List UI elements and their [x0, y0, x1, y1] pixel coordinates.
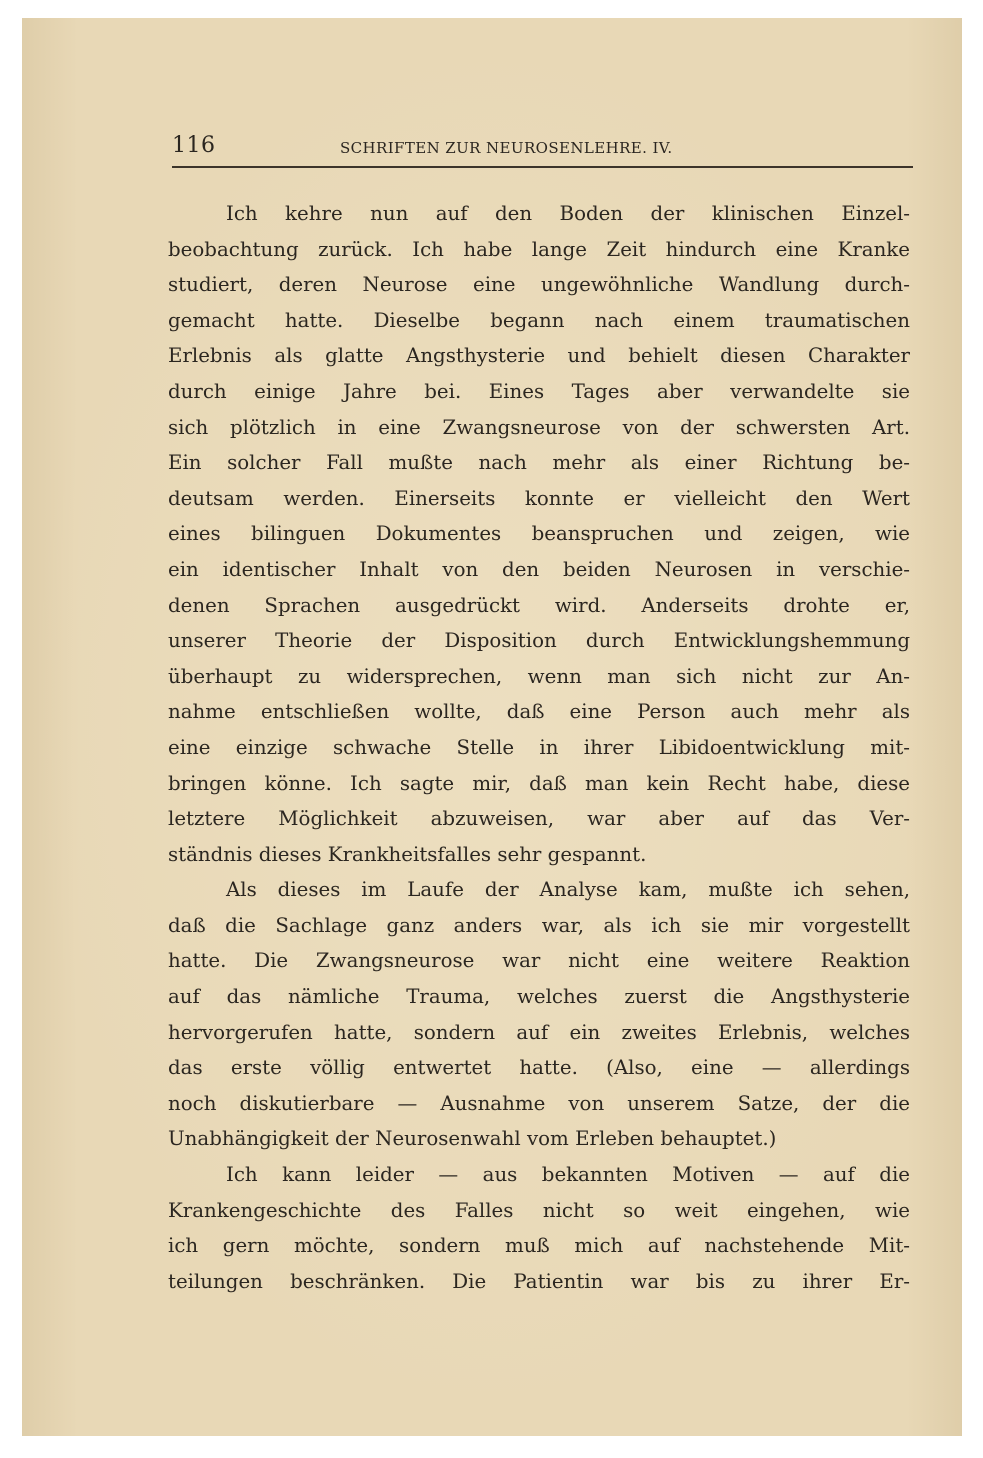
text-line: auf das nämliche Trauma, welches zuerst die Angsthysterie	[168, 985, 910, 1009]
header-rule	[172, 166, 913, 168]
text-line: Ich kann leider — aus bekannten Motiven — auf die	[226, 1163, 910, 1187]
text-line: Erlebnis als glatte Angsthysterie und behielt diesen Charakter	[168, 344, 910, 368]
text-line: Ich kehre nun auf den Boden der klinischen Einzel-	[226, 202, 910, 225]
text-line: Unabhängigkeit der Neurosenwahl vom Erleben behauptet.)	[168, 1127, 777, 1151]
text-line: sich plötzlich in eine Zwangsneurose von der schwersten Art.	[168, 415, 910, 439]
paragraph	[168, 196, 910, 872]
text-line: Krankengeschichte des Falles nicht so weit eingehen, wie	[168, 1198, 910, 1222]
text-line: daß die Sachlage ganz anders war, als ich sie mir vorgestellt	[168, 913, 910, 937]
running-header	[172, 133, 913, 163]
text-line: ständnis dieses Krankheitsfalles sehr gespannt.	[168, 842, 647, 866]
paragraph	[168, 1157, 910, 1299]
paragraph	[168, 872, 910, 1157]
text-line: noch diskutierbare — Ausnahme von unserem Satze, der die	[168, 1091, 910, 1115]
text-line: gemacht hatte. Dieselbe begann nach einem traumatischen	[168, 308, 910, 332]
text-line: überhaupt zu widersprechen, wenn man sich nicht zur An-	[168, 664, 910, 688]
text-line: Ein solcher Fall mußte nach mehr als einer Richtung be-	[168, 451, 910, 475]
text-line: letztere Möglichkeit abzuweisen, war aber auf das Ver-	[168, 807, 910, 831]
text-line: eines bilinguen Dokumentes beanspruchen und zeigen, wie	[168, 522, 910, 546]
text-line: ein identischer Inhalt von den beiden Neurosen in verschie-	[168, 557, 910, 581]
text-line: studiert, deren Neurose eine ungewöhnliche Wandlung durch-	[168, 273, 910, 297]
text-line: unserer Theorie der Disposition durch Entwicklungshemmung	[168, 629, 910, 653]
text-line: teilungen beschränken. Die Patientin war bis zu ihrer Er-	[168, 1269, 910, 1293]
page-number: 116	[172, 133, 216, 158]
text-line: ich gern möchte, sondern muß mich auf nachstehende Mit-	[168, 1234, 910, 1258]
text-line: hatte. Die Zwangsneurose war nicht eine weitere Reaktion	[168, 949, 910, 973]
text-line: denen Sprachen ausgedrückt wird. Anderseits drohte er,	[168, 593, 910, 617]
body-text	[168, 196, 910, 1299]
text-line: deutsam werden. Einerseits konnte er vielleicht den Wert	[168, 486, 910, 510]
text-line: bringen könne. Ich sagte mir, daß man kein Recht habe, diese	[168, 771, 910, 795]
text-line: das erste völlig entwertet hatte. (Also, eine — allerdings	[168, 1056, 910, 1080]
text-line: hervorgerufen hatte, sondern auf ein zweites Erlebnis, welches	[168, 1020, 910, 1044]
text-line: Als dieses im Laufe der Analyse kam, mußte ich sehen,	[226, 878, 910, 902]
text-line: nahme entschließen wollte, daß eine Person auch mehr als	[168, 700, 910, 724]
text-line: durch einige Jahre bei. Eines Tages aber verwandelte sie	[168, 379, 910, 403]
running-title: SCHRIFTEN ZUR NEUROSENLEHRE. IV.	[340, 139, 673, 157]
text-line: beobachtung zurück. Ich habe lange Zeit hindurch eine Kranke	[168, 237, 910, 261]
text-line: eine einzige schwache Stelle in ihrer Libidoentwicklung mit-	[168, 735, 910, 759]
